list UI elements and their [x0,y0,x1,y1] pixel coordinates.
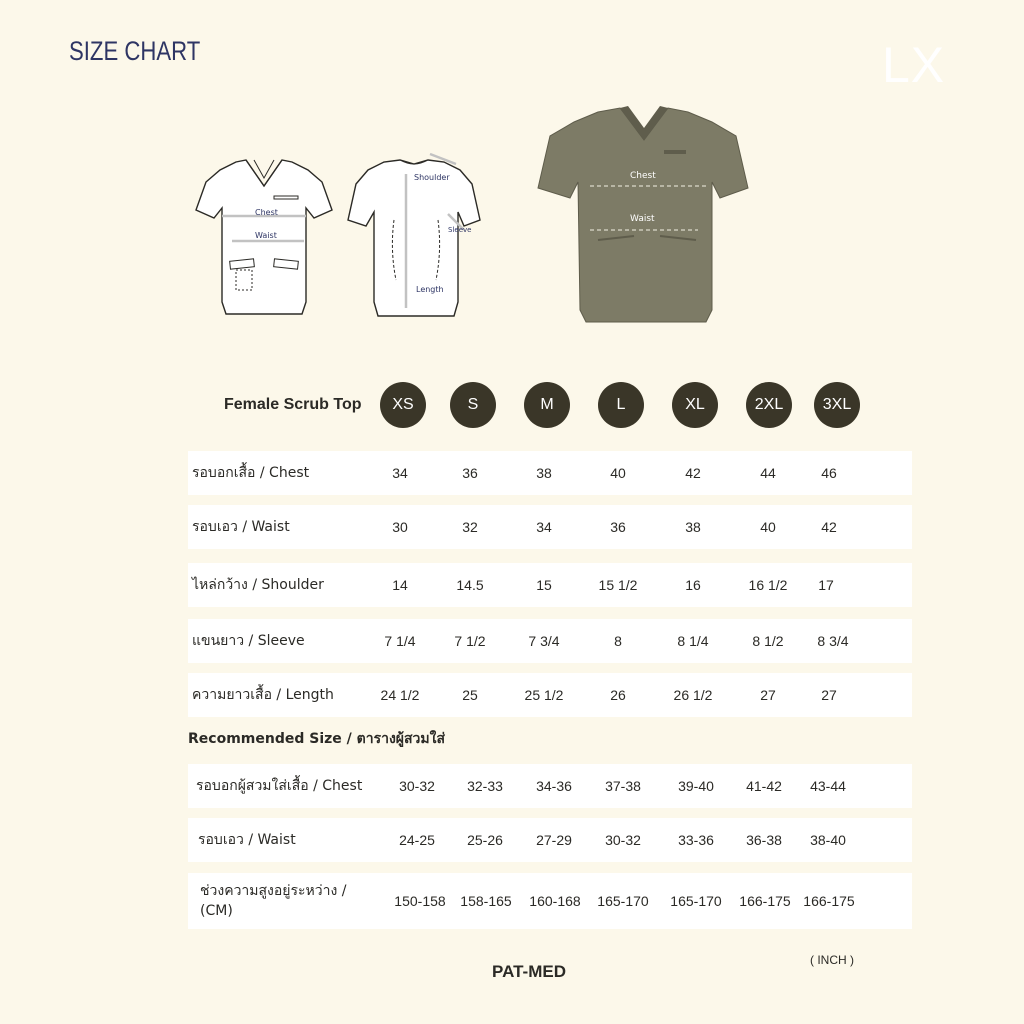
size-circle-l: L [598,382,644,428]
table-cell: 24-25 [399,832,435,848]
row-label: รอบอกเสื้อ / Chest [192,465,310,481]
table-cell: 40 [760,519,776,535]
table-cell: 8 3/4 [817,633,849,649]
table-cell: 43-44 [810,778,846,794]
table-cell: 38 [685,519,701,535]
table-row-rec-waist [188,818,912,862]
table-cell: 166-175 [803,893,855,909]
table-row-rec-chest [188,764,912,808]
product-photo-scrub [536,100,750,326]
table-cell: 166-175 [739,893,791,909]
table-cell: 26 [610,687,626,703]
table-cell: 34-36 [536,778,572,794]
table-cell: 44 [760,465,776,481]
row-label: แขนยาว / Sleeve [192,633,305,649]
photo-waist-label: Waist [630,214,655,224]
back-length-label: Length [416,285,444,294]
product-label: Female Scrub Top [224,396,362,413]
table-cell: 27-29 [536,832,572,848]
table-cell: 36-38 [746,832,782,848]
front-waist-label: Waist [255,231,277,240]
size-circle-s: S [450,382,496,428]
table-row-shoulder [188,563,912,607]
table-cell: 14 [392,577,408,593]
table-cell: 7 3/4 [528,633,560,649]
table-cell: 8 1/4 [677,633,709,649]
back-sleeve-label: Sleeve [448,226,472,234]
table-cell: 38 [536,465,552,481]
front-scrub-drawing [192,152,342,322]
size-circle-xl: XL [672,382,718,428]
table-cell: 42 [685,465,701,481]
table-cell: 25-26 [467,832,503,848]
row-label: ความยาวเสื้อ / Length [192,687,334,703]
back-shoulder-label: Shoulder [414,173,450,182]
table-row-sleeve [188,619,912,663]
table-cell: 42 [821,519,837,535]
photo-chest-label: Chest [630,171,656,181]
size-circle-m: M [524,382,570,428]
table-cell: 34 [392,465,408,481]
page-title: SIZE CHART [69,36,201,66]
table-row-length [188,673,912,717]
brand-watermark: LX [882,37,946,93]
table-cell: 41-42 [746,778,782,794]
table-cell: 32 [462,519,478,535]
table-cell: 36 [462,465,478,481]
table-row-chest [188,451,912,495]
table-cell: 33-36 [678,832,714,848]
table-cell: 40 [610,465,626,481]
table-cell: 32-33 [467,778,503,794]
table-cell: 39-40 [678,778,714,794]
row-label: ช่วงความสูงอยู่ระหว่าง / (CM) [200,883,347,919]
table-cell: 8 [614,633,622,649]
size-circle-3xl: 3XL [814,382,860,428]
table-cell: 30-32 [605,832,641,848]
table-cell: 17 [818,577,834,593]
table-cell: 27 [760,687,776,703]
table-cell: 158-165 [460,893,512,909]
row-label: รอบเอว / Waist [192,519,290,535]
table-cell: 25 [462,687,478,703]
recommended-heading: Recommended Size / ตารางผู้สวมใส่ [188,731,446,747]
size-circle-2xl: 2XL [746,382,792,428]
table-cell: 16 1/2 [748,577,788,593]
table-cell: 25 1/2 [524,687,564,703]
row-label: รอบอกผู้สวมใส่เสื้อ / Chest [196,778,363,794]
table-row-rec-height [188,873,912,929]
table-cell: 27 [821,687,837,703]
unit-note: ( INCH ) [810,953,854,967]
back-scrub-drawing [344,150,484,322]
table-cell: 14.5 [456,577,484,593]
table-cell: 24 1/2 [380,687,420,703]
table-cell: 38-40 [810,832,846,848]
table-cell: 150-158 [394,893,446,909]
size-circle-xs: XS [380,382,426,428]
table-cell: 16 [685,577,701,593]
table-cell: 8 1/2 [752,633,784,649]
front-chest-label: Chest [255,208,278,217]
table-cell: 7 1/2 [454,633,486,649]
row-label: ไหล่กว้าง / Shoulder [192,577,324,593]
table-cell: 34 [536,519,552,535]
brand-name: PAT-MED [492,962,566,981]
table-cell: 15 1/2 [598,577,638,593]
table-cell: 26 1/2 [673,687,713,703]
table-cell: 46 [821,465,837,481]
table-cell: 30-32 [399,778,435,794]
table-cell: 160-168 [529,893,581,909]
table-cell: 165-170 [670,893,722,909]
table-cell: 165-170 [597,893,649,909]
table-row-waist [188,505,912,549]
table-cell: 15 [536,577,552,593]
table-cell: 36 [610,519,626,535]
table-cell: 37-38 [605,778,641,794]
table-cell: 30 [392,519,408,535]
table-cell: 7 1/4 [384,633,416,649]
row-label: รอบเอว / Waist [198,832,296,848]
